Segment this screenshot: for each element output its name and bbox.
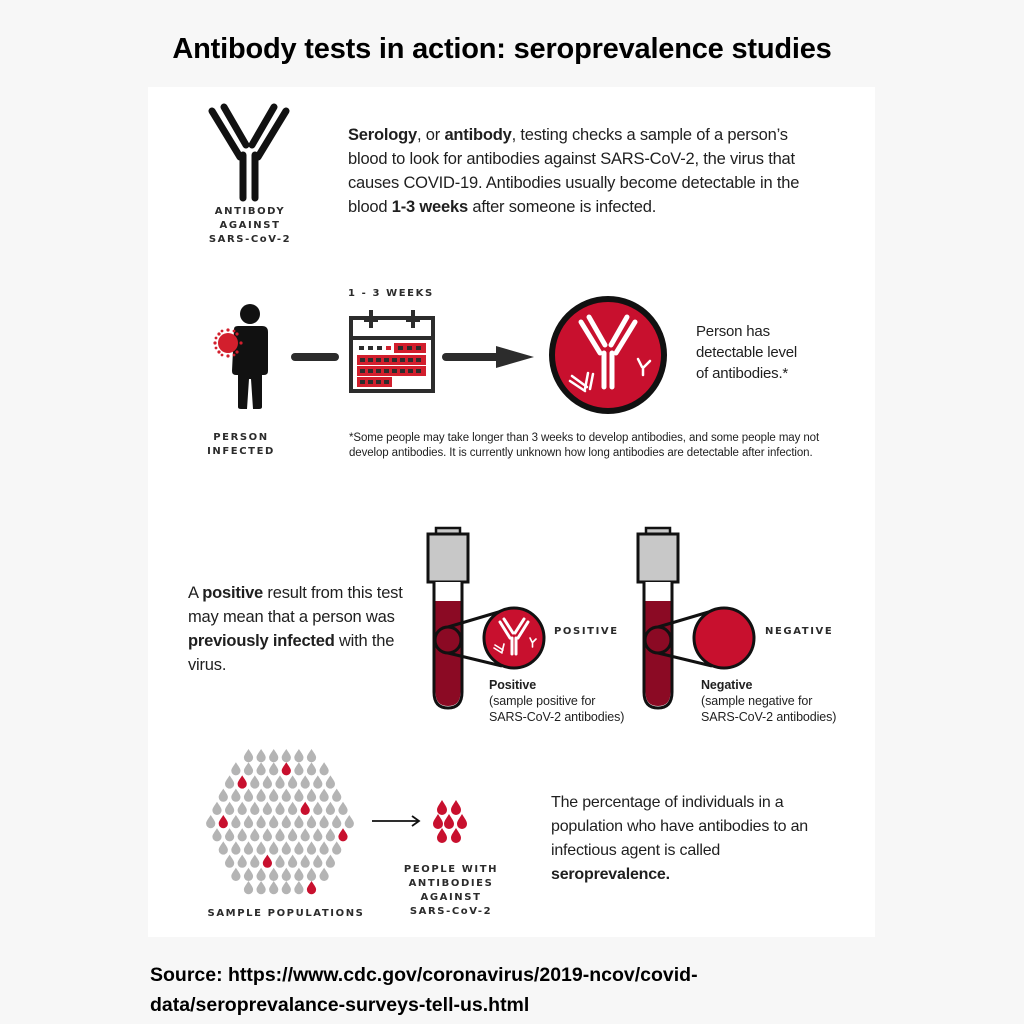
population-drop [275, 828, 284, 841]
text-span: with the virus. [188, 632, 395, 674]
population-drop [231, 868, 240, 881]
population-drop [257, 815, 266, 828]
result-text-line: of antibodies.* [696, 365, 789, 382]
population-drop [320, 841, 329, 854]
population-drop [282, 881, 291, 894]
antibody-people-drops-icon [432, 799, 472, 843]
population-drop [225, 855, 234, 868]
population-drop [320, 789, 329, 802]
population-drop [307, 815, 316, 828]
population-drop [263, 802, 272, 815]
population-drop [212, 828, 221, 841]
population-drop [219, 789, 228, 802]
population-drop [263, 855, 272, 868]
antibody-icon [206, 103, 292, 203]
bold-antibody: antibody [444, 126, 512, 144]
population-drop [282, 749, 291, 762]
population-drop [294, 841, 303, 854]
population-drop [294, 815, 303, 828]
population-drop [307, 841, 316, 854]
population-drop [257, 868, 266, 881]
population-drop [244, 881, 253, 894]
population-drop [307, 749, 316, 762]
population-drop [238, 802, 247, 815]
bold-positive: positive [202, 584, 264, 602]
population-drop [269, 815, 278, 828]
positive-desc-line: (sample positive for [489, 694, 596, 708]
population-drop [269, 841, 278, 854]
population-drop [294, 789, 303, 802]
positive-result-description [188, 581, 403, 677]
population-drop [225, 775, 234, 788]
bold-serology: Serology [348, 126, 418, 144]
population-drop [301, 855, 310, 868]
source-line: Source: https://www.cdc.gov/coronavirus/2019-ncov/covid- [150, 964, 698, 986]
population-drop [320, 815, 329, 828]
antibody-label-line: SARS-CoV-2 [208, 234, 292, 245]
population-drop [313, 828, 322, 841]
antibody-label-line: ANTIBODY [214, 206, 286, 217]
page-title: Antibody tests in action: seroprevalence studies [172, 33, 832, 65]
population-drop [326, 855, 335, 868]
positive-desc-line: SARS-CoV-2 antibodies) [489, 710, 625, 724]
antibody-people-label-line: AGAINST [420, 892, 482, 903]
population-drop [332, 789, 341, 802]
population-drop [244, 815, 253, 828]
population-drop [294, 868, 303, 881]
population-drop [269, 749, 278, 762]
population-drop [219, 815, 228, 828]
population-drop [288, 775, 297, 788]
population-drop [288, 855, 297, 868]
text-span: The percentage of individuals in a population who have antibodies to an infectious agent is called [551, 794, 809, 859]
population-drop [282, 868, 291, 881]
bold-previously-infected: previously infected [188, 632, 335, 650]
population-drop [326, 802, 335, 815]
population-drop [263, 828, 272, 841]
source-citation [150, 960, 850, 1020]
calendar-icon [348, 308, 436, 394]
population-drop [301, 828, 310, 841]
bold-weeks: 1-3 weeks [391, 198, 468, 216]
population-drop [244, 762, 253, 775]
population-drop [269, 789, 278, 802]
population-drop [320, 868, 329, 881]
population-drop [282, 762, 291, 775]
infographic-panel [148, 87, 875, 937]
negative-desc-line: SARS-CoV-2 antibodies) [701, 710, 837, 724]
population-drop [250, 775, 259, 788]
positive-tag: POSITIVE [554, 626, 619, 637]
population-drop [257, 789, 266, 802]
sample-population-icon [200, 745, 360, 895]
population-drop [244, 868, 253, 881]
text-span: , or [417, 126, 445, 144]
population-drop [250, 802, 259, 815]
population-drop [288, 828, 297, 841]
population-drop [345, 815, 354, 828]
negative-desc-line: (sample negative for [701, 694, 813, 708]
text-span: A [188, 584, 203, 602]
population-drop [301, 802, 310, 815]
population-drop [313, 855, 322, 868]
population-drop [244, 749, 253, 762]
population-drop [269, 762, 278, 775]
population-drop [338, 802, 347, 815]
population-drop [332, 815, 341, 828]
population-drop [225, 828, 234, 841]
population-drop [238, 855, 247, 868]
text-span: , testing checks a sample of a person’s blood to look for antibodies against SARS-CoV-2, the virus that causes COVID-19. Antibodies usually become detectable in the blood [348, 126, 800, 216]
population-drop [332, 841, 341, 854]
population-drop [288, 802, 297, 815]
positive-title: Positive [489, 678, 537, 692]
population-drop [294, 749, 303, 762]
population-drop [275, 775, 284, 788]
antibody-people-label-line: ANTIBODIES [408, 878, 494, 889]
population-drop [301, 775, 310, 788]
sample-populations-label: SAMPLE POPULATIONS [207, 908, 365, 919]
population-drop [244, 789, 253, 802]
antibody-people-label-line: PEOPLE WITH [403, 864, 499, 875]
person-label-line: PERSON [213, 432, 269, 443]
text-span: after someone is infected. [467, 198, 657, 216]
population-drop [294, 881, 303, 894]
population-drop [326, 775, 335, 788]
population-drop [238, 828, 247, 841]
population-drop [231, 762, 240, 775]
population-drop [231, 841, 240, 854]
population-drop [307, 762, 316, 775]
population-drop [231, 815, 240, 828]
antibody-label-line: AGAINST [219, 220, 281, 231]
population-drop [219, 841, 228, 854]
text-span: result from this test may mean that a person was [188, 584, 403, 626]
person-label-line: INFECTED [207, 446, 275, 457]
population-drop [294, 762, 303, 775]
negative-title: Negative [701, 678, 753, 692]
antibody-people-label-line: SARS-CoV-2 [409, 906, 493, 917]
calendar-label: 1 - 3 WEEKS [348, 288, 434, 299]
infected-person-icon [210, 301, 272, 411]
population-drop [206, 815, 215, 828]
population-drop [250, 828, 259, 841]
population-drop [307, 868, 316, 881]
population-drop [275, 855, 284, 868]
population-drop [307, 789, 316, 802]
arrow-right-icon [442, 345, 534, 369]
population-drop [269, 868, 278, 881]
population-drop [326, 828, 335, 841]
population-drop [257, 881, 266, 894]
population-drop [257, 762, 266, 775]
timeline-line [291, 353, 339, 361]
detected-antibodies-icon [548, 295, 668, 415]
result-text-line: Person has [696, 323, 770, 340]
population-drop [282, 815, 291, 828]
bold-seroprevalence: seroprevalence. [551, 866, 670, 883]
population-drop [238, 775, 247, 788]
negative-tag: NEGATIVE [765, 626, 834, 637]
arrow-right-thin-icon [372, 815, 422, 827]
result-text-line: detectable level [696, 344, 798, 361]
population-drop [275, 802, 284, 815]
population-drop [269, 881, 278, 894]
source-line: data/seroprevalance-surveys-tell-us.html [150, 994, 530, 1016]
population-drop [313, 802, 322, 815]
population-drop [225, 802, 234, 815]
footnote: *Some people may take longer than 3 weeks to develop antibodies, and some people may not develop antibodies. It is currently unknown how long antibodies are detectable after infection. [349, 432, 820, 459]
population-drop [282, 789, 291, 802]
population-drop [338, 828, 347, 841]
population-drop [313, 775, 322, 788]
population-drop [282, 841, 291, 854]
population-drop [257, 749, 266, 762]
serology-description [348, 123, 828, 219]
population-drop [320, 762, 329, 775]
population-drop [263, 775, 272, 788]
population-drop [212, 802, 221, 815]
population-drop [250, 855, 259, 868]
seroprevalence-definition [551, 791, 821, 887]
population-drop [244, 841, 253, 854]
population-drop [257, 841, 266, 854]
population-drop [307, 881, 316, 894]
population-drop [231, 789, 240, 802]
